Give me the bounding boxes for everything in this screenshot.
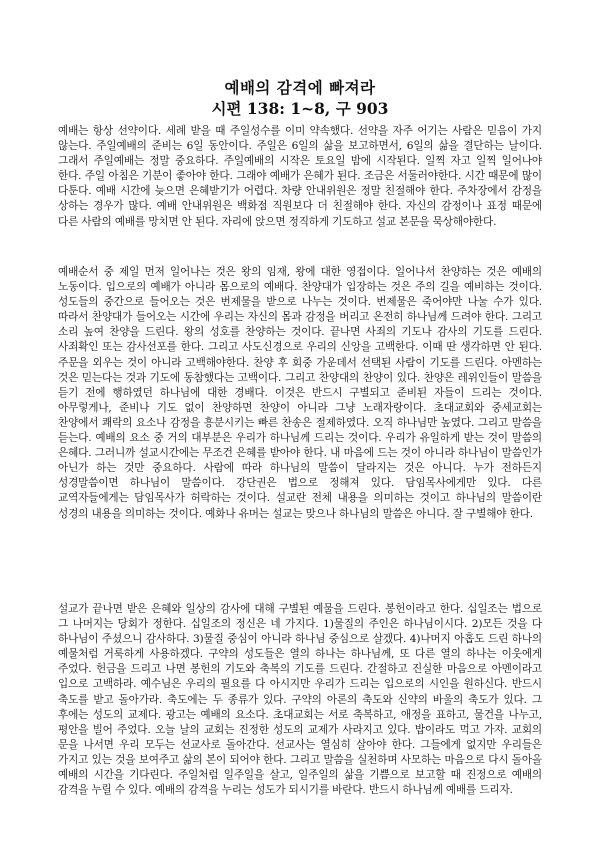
paragraph-offering: 설교가 끝나면 받은 은혜와 일상의 감사에 대해 구별된 예물을 드린다. 봉헌이라고 한다. 십일조는 법으로 그 나머지는 당회가 정한다. 십일조의 정신은 네 가지다. 1)물질의 주인은 하나님이시다. 2)모든 것을 다 하나님이 주셨으니 감사하다. 3)물질 중심이 아니라 하나님 중심으로 살겠다. 4)나머지 아홉도 드린 하나의 예물처럼 거룩하게 사용하겠다. 구약의 성도들은 열의 하나는 하나님께, 또 다른 열의 하나는 이웃에게 주었다. 헌금을 드리고 나면 봉헌의 기도와 축복의 기도를 드린다. 간절하고 진실한 마음으로 아멘이라고 입으로 고백하라. 예수님은 우리의 필요를 다 아시지만 우리가 드리는 입으로의 시인을 원하신다. 반드시 축도를 받고 돌아가라. 축도에는 두 종류가 있다. 구약의 아론의 축도와 신약의 바울의 축도가 있다. 그 후에는 성도의 교제다. 광고는 예배의 요소다. 초대교회는 서로 축복하고, 애정을 표하고, 물건을 나누고, 평안을 빌어 주었다. 오늘 날의 교회는 진정한 성도의 교제가 사라지고 있다. 밥이라도 먹고 가자. 교회의 문을 나서면 우리 모두는 선교사로 돌아간다. 선교사는 열심히 살아야 한다. 그들에게 없지만 우리들은 가지고 있는 것을 보여주고 삶의 본이 되어야 한다. 그리고 말씀을 실천하며 사모하는 마음으로 다시 돌아올 예배의 시간을 기다린다. 주일처럼 일주일을 살고, 일주일의 삶을 기쁨으로 보고할 때 진정으로 예배의 감격을 누릴 수 있다. 예배의 감격을 누리는 성도가 되시기를 바란다. 반드시 하나님께 예배를 드리자.: [58, 603, 542, 797]
paragraph-preparation: 예배는 항상 선약이다. 세례 받을 때 주일성수를 이미 약속했다. 선약을 자주 어기는 사람은 믿음이 가지 않는다. 주일예배의 준비는 6일 동안이다. 주일은 6일의 삶을 보고하면서, 6일의 삶을 결단하는 날이다. 그래서 주일예배는 정말 중요하다. 주일예배의 시작은 토요일 밤에 시작된다. 일찍 자고 일찍 일어나야 한다. 주일 아침은 기분이 좋아야 한다. 그래야 예배가 은혜가 된다. 조금은 서둘러야한다. 시간 때문에 많이 다툰다. 예배 시간에 늦으면 은혜받기가 어렵다. 차량 안내위원은 정말 친절해야 한다. 주차장에서 감정을 상하는 경우가 많다. 예배 안내위원은 백화점 직원보다 더 친절해야 한다. 자신의 감정이나 표정 때문에 다른 사람의 예배를 망치면 안 된다. 자리에 앉으면 정직하게 기도하고 설교 본문을 묵상해야한다.: [58, 125, 542, 228]
paragraph-worship-order: 예배순서 중 제일 먼저 일어나는 것은 왕의 임재, 왕에 대한 영접이다. 일어나서 찬양하는 것은 예배의 노동이다. 입으로의 예배가 아니라 몸으로의 예배다. 찬양대가 입장하는 것은 주의 길을 예비하는 것이다. 성도들의 중간으로 들어오는 것은 번제물을 받으로 나누는 것이다. 번제물은 죽어야만 나눌 수가 있다. 따라서 찬양대가 들어오는 시간에 우리는 자신의 몸과 감정을 버리고 온전히 하나님께 드려야 한다. 그리고 소리 높여 찬양을 드린다. 왕의 성호를 찬양하는 것이다. 끝나면 사죄의 기도나 감사의 기도를 드린다. 사죄확인 또는 감사선포를 한다. 그리고 사도신경으로 우리의 신앙을 고백한다. 이때 딴 생각하면 안 된다. 주문을 외우는 것이 아니라 고백해야한다. 찬양 후 회중 가운데서 선택된 사람이 기도를 드린다. 아멘하는 것은 믿는다는 것과 기도에 동참했다는 고백이다. 그리고 찬양대의 찬양이 있다. 찬양은 레위인들이 말씀을 듣기 전에 행하였던 하나님에 대한 경배다. 이것은 반드시 구별되고 준비된 자들이 드리는 것이다. 아무렇게나, 준비나 기도 없이 찬양하면 찬양이 아니라 그냥 노래자랑이다. 초대교회와 중세교회는 찬양에서 쾌락의 요소나 감정을 흥분시키는 빠른 찬송은 절제하였다. 오직 하나님만 높였다. 그리고 말씀을 듣는다. 예배의 요소 중 거의 대부분은 우리가 하나님께 드리는 것이다. 우리가 유일하게 받는 것이 말씀의 은혜다. 그러니까 설교시간에는 무조건 은혜를 받아야 한다. 내 마음에 드는 것이 아니라 하나님이 말씀인가 아닌가 하는 것만 중요하다. 사람에 따라 하나님의 말씀이 달라지는 것은 아니다. 누가 전하든지 성경말씀이면 하나님이 말씀이다. 강단권은 법으로 정해져 있다. 담임목사에게만 있다. 다른 교역자들에게는 담임목사가 허락하는 것이다. 설교란 전체 내용을 의미하는 것이고 하나님의 말씀이란 성경의 내용을 의미하는 것이다. 예화나 유머는 설교는 맞으나 하나님의 말씀은 아니다. 잘 구별해야 한다.: [58, 266, 542, 520]
page-title: 예배의 감격에 빠져라: [224, 78, 376, 97]
scripture-reference: 시편 138: 1~8, 구 903: [211, 99, 389, 118]
